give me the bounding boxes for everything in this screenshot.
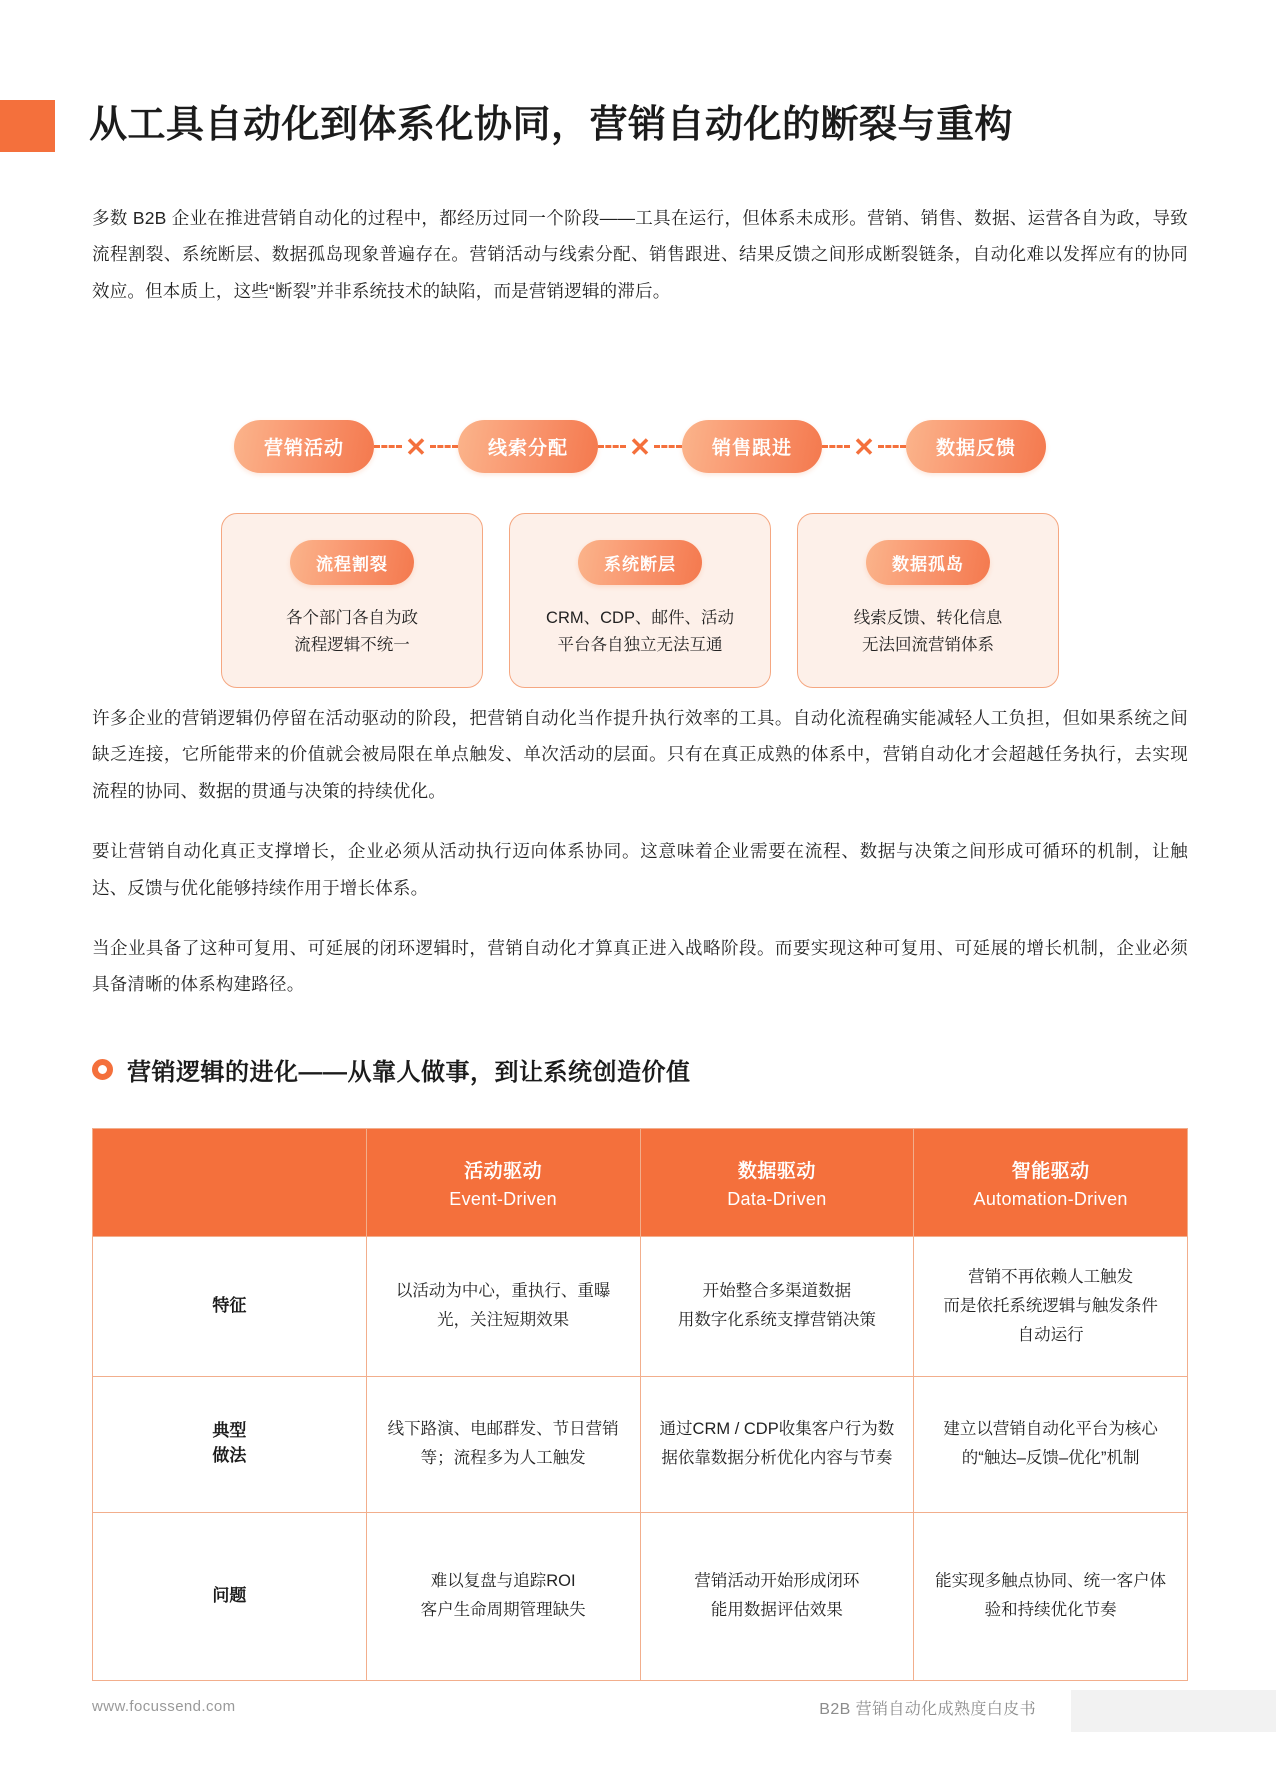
page-footer [0, 1690, 1276, 1760]
issue-card-text [810, 605, 1046, 659]
flow-step-marketing-campaign: 营销活动 [234, 420, 374, 473]
table-row [93, 1512, 1188, 1680]
table-cell: 以活动为中心，重执行、重曝光，关注短期效果 [366, 1237, 640, 1377]
paragraph-2: 许多企业的营销逻辑仍停留在活动驱动的阶段，把营销自动化当作提升执行效率的工具。自动化流程确实能减轻人工负担，但如果系统之间缺乏连接，它所能带来的价值就会被局限在单点触发、单次活动的层面。只有在真正成熟的体系中，营销自动化才会超越任务执行，去实现流程的协同、数据的贯通与决策的持续优化。 [92, 708, 1188, 801]
table-cell: 线下路演、电邮群发、节日营销等；流程多为人工触发 [366, 1376, 640, 1512]
issue-card-process-fragmentation [221, 513, 483, 688]
header-en: Data-Driven [727, 1188, 827, 1209]
flow-step-data-feedback: 数据反馈 [906, 420, 1046, 473]
breakdown-diagram [92, 420, 1188, 688]
flow-connector-2 [598, 431, 682, 462]
intro-content [92, 0, 1188, 309]
header-cn: 数据驱动 [737, 1160, 816, 1182]
table-cell: 通过CRM / CDP收集客户行为数据依靠数据分析优化内容与节奏 [640, 1376, 914, 1512]
table-cell: 开始整合多渠道数据 用数字化系统支撑营销决策 [640, 1237, 914, 1377]
table-header-data-driven [640, 1129, 914, 1237]
break-x-icon: ✕ [405, 431, 427, 462]
table-cell: 建立以营销自动化平台为核心的“触达–反馈–优化”机制 [914, 1376, 1188, 1512]
ring-bullet-icon [92, 1059, 113, 1080]
issue-card-text [522, 605, 758, 659]
row-header-typical-practice: 典型 做法 [93, 1376, 367, 1512]
issue-card-tag: 数据孤岛 [866, 540, 990, 585]
header-cn: 活动驱动 [464, 1160, 543, 1182]
issue-card-text [234, 605, 470, 659]
paragraph-1: 多数 B2B 企业在推进营销自动化的过程中，都经历过同一个阶段——工具在运行，但体系未成形。营销、销售、数据、运营各自为政，导致流程割裂、系统断层、数据孤岛现象普遍存在。营销活动与线索分配、销售跟进、结果反馈之间形成断裂链条，自动化难以发挥应有的协同效应。但本质上，这些“断裂”并非系统技术的缺陷，而是营销逻辑的滞后。 [92, 208, 1188, 301]
issue-card-line: CRM、CDP、邮件、活动 [546, 609, 734, 627]
issue-card-system-disconnect [509, 513, 771, 688]
table-cell: 能实现多触点协同、统一客户体验和持续优化节奏 [914, 1512, 1188, 1680]
dashed-line [430, 445, 458, 448]
break-x-icon: ✕ [853, 431, 875, 462]
table-row [93, 1237, 1188, 1377]
body-content [92, 700, 1188, 1003]
page-title: 从工具自动化到体系化协同，营销自动化的断裂与重构 [89, 104, 1014, 147]
table-header-event-driven [366, 1129, 640, 1237]
issue-card-line: 各个部门各自为政 [286, 609, 418, 627]
issue-card-line: 平台各自独立无法互通 [557, 636, 723, 655]
flow-connector-1 [374, 431, 458, 462]
table-head [93, 1129, 1188, 1237]
issue-card-tag: 流程割裂 [290, 540, 414, 585]
footer-website[interactable]: www.focussend.com [92, 1698, 236, 1715]
header-cn: 智能驱动 [1011, 1160, 1090, 1182]
issue-card-line: 无法回流营销体系 [862, 636, 994, 655]
dashed-line [878, 445, 906, 448]
title-accent-bar [0, 100, 55, 152]
issue-card-line: 流程逻辑不统一 [294, 636, 410, 655]
header-en: Automation-Driven [973, 1188, 1128, 1209]
table-cell: 营销活动开始形成闭环 能用数据评估效果 [640, 1512, 914, 1680]
table-header-automation-driven [914, 1129, 1188, 1237]
dashed-line [598, 445, 626, 448]
paragraph-4: 当企业具备了这种可复用、可延展的闭环逻辑时，营销自动化才算真正进入战略阶段。而要实现这种可复用、可延展的增长机制，企业必须具备清晰的体系构建路径。 [92, 937, 1188, 995]
table-header-blank [93, 1129, 367, 1237]
header-en: Event-Driven [449, 1188, 557, 1209]
dashed-line [374, 445, 402, 448]
table-row [93, 1376, 1188, 1512]
table-body [93, 1237, 1188, 1681]
flow-row [92, 420, 1188, 473]
section-heading-text: 营销逻辑的进化——从靠人做事，到让系统创造价值 [127, 1059, 691, 1086]
table-header-row [93, 1129, 1188, 1237]
maturity-table [92, 1128, 1188, 1681]
paragraph-3: 要让营销自动化真正支撑增长，企业必须从活动执行迈向体系协同。这意味着企业需要在流程、数据与决策之间形成可循环的机制，让触达、反馈与优化能够持续作用于增长体系。 [92, 841, 1188, 898]
table-cell: 营销不再依赖人工触发 而是依托系统逻辑与触发条件 自动运行 [914, 1237, 1188, 1377]
footer-decorative-block [1071, 1690, 1276, 1732]
maturity-table-wrapper [92, 1128, 1188, 1681]
flow-step-sales-followup: 销售跟进 [682, 420, 822, 473]
table-cell: 难以复盘与追踪ROI 客户生命周期管理缺失 [366, 1512, 640, 1680]
break-x-icon: ✕ [629, 431, 651, 462]
dashed-line [822, 445, 850, 448]
row-header-characteristics: 特征 [93, 1237, 367, 1377]
flow-step-lead-assignment: 线索分配 [458, 420, 598, 473]
issue-cards-row [92, 513, 1188, 688]
row-header-problems: 问题 [93, 1512, 367, 1680]
issue-card-tag: 系统断层 [578, 540, 702, 585]
footer-document-title: B2B 营销自动化成熟度白皮书 [819, 1701, 1036, 1718]
issue-card-line: 线索反馈、转化信息 [853, 609, 1003, 627]
flow-connector-3 [822, 431, 906, 462]
section-heading [92, 1052, 691, 1087]
dashed-line [654, 445, 682, 448]
issue-card-data-silo [797, 513, 1059, 688]
